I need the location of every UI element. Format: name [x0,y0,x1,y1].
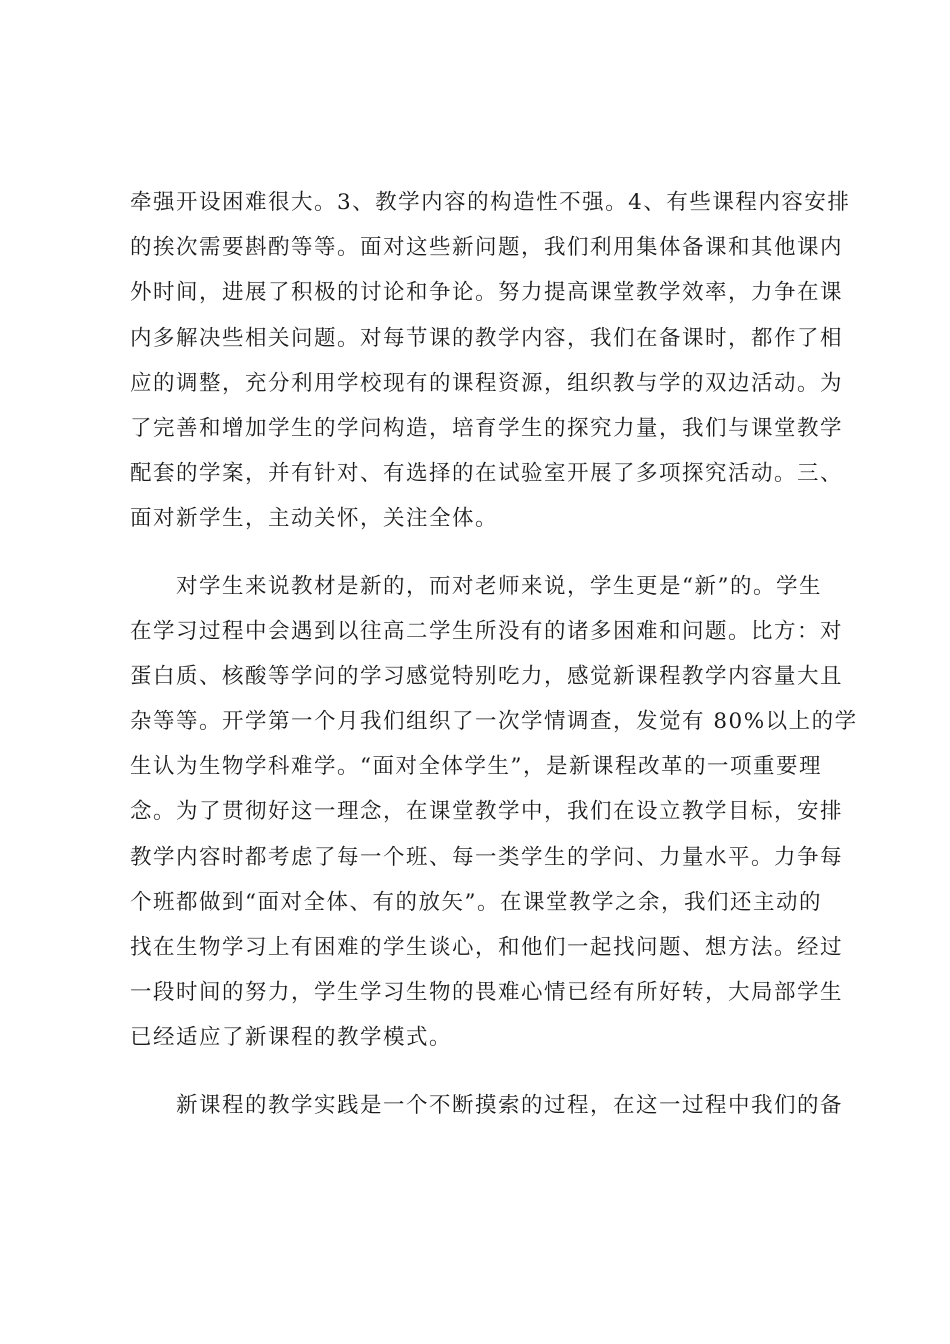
paragraph [130,180,851,542]
text-line: 个班都做到“面对全体、有的放矢”。在课堂教学之余，我们还主动的 [130,889,822,915]
text-line: 蛋白质、核酸等学问的学习感觉特别吃力，感觉新课程教学内容量大且 [130,663,844,689]
text-line: 配套的学案，并有针对、有选择的在试验室开展了多项探究活动。三、 [130,461,844,487]
text-line: 牵强开设困难很大。3、教学内容的构造性不强。4、有些课程内容安排 [130,190,851,215]
text-line: 一段时间的努力，学生学习生物的畏难心情已经有所好转，大局部学生 [130,980,844,1006]
paragraph [130,1083,844,1128]
text-line: 面对新学生，主动关怀，关注全体。 [130,506,499,532]
text-line: 了完善和增加学生的学问构造，培育学生的探究力量，我们与课堂教学 [130,415,844,441]
paragraph [130,564,858,1061]
paragraph-spacer [130,1061,830,1083]
text-line: 的挨次需要斟酌等等。面对这些新问题，我们利用集体备课和其他课内 [130,235,844,261]
text-line: 已经适应了新课程的教学模式。 [130,1025,453,1051]
text-line: 应的调整，充分利用学校现有的课程资源，组织教与学的双边活动。为 [130,370,844,396]
text-line: 念。为了贯彻好这一理念，在课堂教学中，我们在设立教学目标，安排 [130,799,844,825]
text-line: 找在生物学习上有困难的学生谈心，和他们一起找问题、想方法。经过 [130,935,844,960]
text-line: 杂等等。开学第一个月我们组织了一次学情调查，发觉有 80%以上的学 [130,709,858,735]
document-body [130,180,858,1128]
text-line: 外时间，进展了积极的讨论和争论。努力提高课堂教学效率，力争在课 [130,280,844,306]
text-line: 内多解决些相关问题。对每节课的教学内容，我们在备课时，都作了相 [130,325,844,351]
text-line: 新课程的教学实践是一个不断摸索的过程，在这一过程中我们的备 [130,1092,844,1118]
paragraph-spacer [130,542,830,564]
text-line: 对学生来说教材是新的，而对老师来说，学生更是“新”的。学生 [130,573,822,599]
text-line: 教学内容时都考虑了每一个班、每一类学生的学问、力量水平。力争每 [130,844,844,870]
text-line: 生认为生物学科难学。“面对全体学生”，是新课程改革的一项重要理 [130,754,822,780]
text-line: 在学习过程中会遇到以往高二学生所没有的诸多困难和问题。比方：对 [130,618,844,644]
